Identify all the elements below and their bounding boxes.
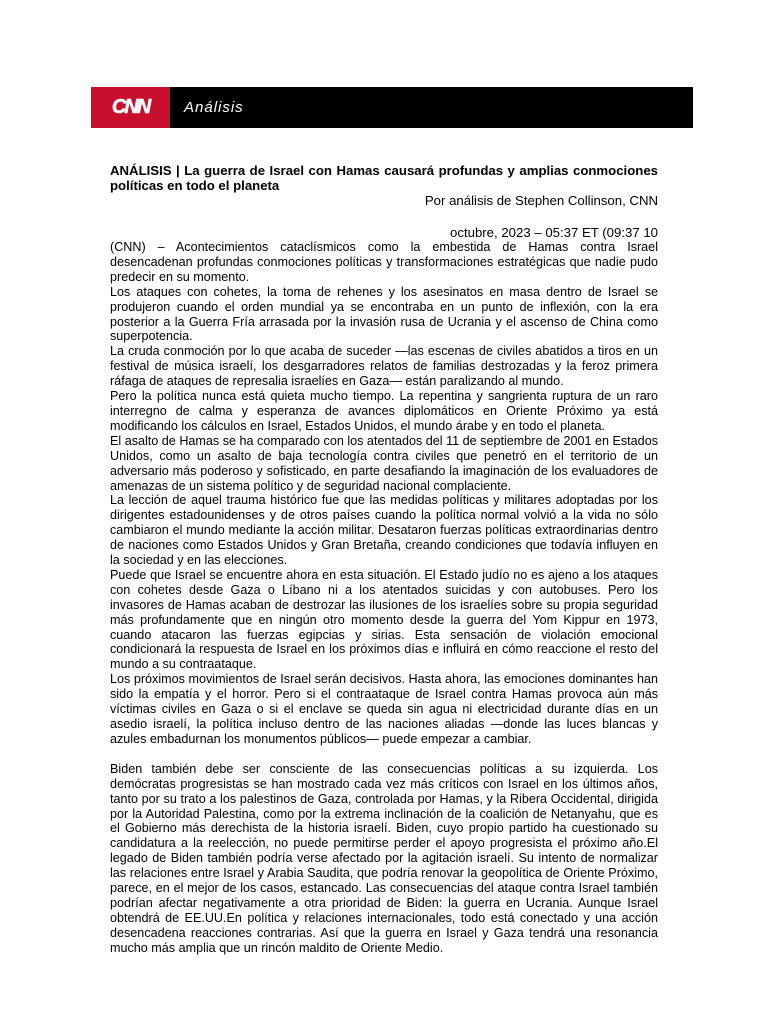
article-headline: ANÁLISIS | La guerra de Israel con Hamas causará profundas y amplias conmociones políticas en todo el planeta [110,163,658,193]
paragraph: Los ataques con cohetes, la toma de rehenes y los asesinatos en masa dentro de Israel se produjeron cuando el orden mundial ya se encontraba en un punto de inflexión, con la era posterior a la Guerra Fría arrasada por la invasión rusa de Ucrania y el ascenso de China como superpotencia. [110,284,658,344]
article-byline: Por análisis de Stephen Collinson, CNN [424,193,658,208]
paragraph: Biden también debe ser consciente de las consecuencias políticas a su izquierda. Los demócratas progresistas se han mostrado cada vez más críticos con Israel en los últimos años, tanto por su trato a los palestinos de Gaza, controlada por Hamas, y la Ribera Occidental, dirigida por la Autoridad Palestina, como por la extrema inclinación de la coalición de Netanyahu, que es el Gobierno más derechista de la historia israelí. Biden, cuyo propio partido ha cuestionado su candidatura a la reelección, no puede permitirse perder el apoyo progresista el próximo año.El legado de Biden también podría verse afectado por la agitación israelí. Su intento de normalizar las relaciones entre Israel y Arabia Saudita, que podría renovar la geopolítica de Oriente Próximo, parece, en el mejor de los casos, estancado. Las consecuencias del ataque contra Israel también podrían afectar negativamente a otra prioridad de Biden: la guerra en Ucrania. Aunque Israel obtendrá de EE.UU.En política y relaciones internacionales, todo está conectado y una acción desencadena reacciones contrarias. Así que la guerra en Israel y Gaza tendrá una resonancia mucho más amplia que un rincón maldito de Oriente Medio. [110,761,658,955]
paragraph: (CNN) – Acontecimientos cataclísmicos como la embestida de Hamas contra Israel desencadenan profundas conmociones políticas y transformaciones estratégicas que nadie pudo predecir en su momento. [110,240,658,284]
paragraph: Los próximos movimientos de Israel serán decisivos. Hasta ahora, las emociones dominantes han sido la empatía y el horror. Pero si el contraataque de Israel contra Hamas provoca aún más víctimas civiles en Gaza o si el enclave se queda sin agua ni electricidad durante días en un asedio israelí, la política incluso dentro de las naciones aliadas —donde las luces blancas y azules embadurnan los monumentos públicos— puede empezar a cambiar. [110,672,658,746]
paragraph: La lección de aquel trauma histórico fue que las medidas políticas y militares adoptadas por los dirigentes estadounidenses y de otros países cuando la política normal volvió a la vida no sólo cambiaron el mundo mediante la acción militar. Desataron fuerzas políticas extraordinarias dentro de naciones como Estados Unidos y Gran Bretaña, creando condiciones que todavía influyen en la sociedad y en las elecciones. [110,493,658,568]
paragraph: La cruda conmoción por lo que acaba de suceder —las escenas de civiles abatidos a tiros en un festival de música israelí, los desgarradores relatos de familias destrozadas y la feroz primera ráfaga de ataques de represalia israelíes en Gaza— están paralizando al mundo. [110,344,658,389]
article-dateline: octubre, 2023 – 05:37 ET (09:37 10 [450,225,658,240]
paragraph: Pero la política nunca está quieta mucho tiempo. La repentina y sangrienta ruptura de un raro interregno de calma y esperanza de avances diplomáticos en Oriente Próximo ya está modificando los cálculos en Israel, Estados Unidos, el mundo árabe y en todo el planeta. [110,389,658,433]
paragraph: El asalto de Hamas se ha comparado con los atentados del 11 de septiembre de 2001 en Estados Unidos, como un asalto de baja tecnología contra civiles que penetró en el territorio de un adversario más poderoso y sofisticado, en parte desafiando la imaginación de los evaluadores de amenazas de un sistema político y de seguridad nacional complaciente. [110,433,658,493]
article-body [110,240,658,956]
header-banner [91,87,693,128]
logo-text: CNN [111,96,150,118]
section-title: Análisis [184,99,244,116]
paragraph: Puede que Israel se encuentre ahora en esta situación. El Estado judío no es ajeno a los ataques con cohetes desde Gaza o Líbano ni a los atentados suicidas y con autobuses. Pero los invasores de Hamas acaban de destrozar las ilusiones de los israelíes sobre su propia seguridad más profundamente que en ningún otro momento desde la guerra del Yom Kippur en 1973, cuando atacaron las fuerzas egipcias y sirias. Esta sensación de violación emocional condicionará la respuesta de Israel en los próximos días e influirá en cómo reaccione el resto del mundo a su contraataque. [110,567,658,672]
cnn-logo[interactable] [91,87,170,128]
